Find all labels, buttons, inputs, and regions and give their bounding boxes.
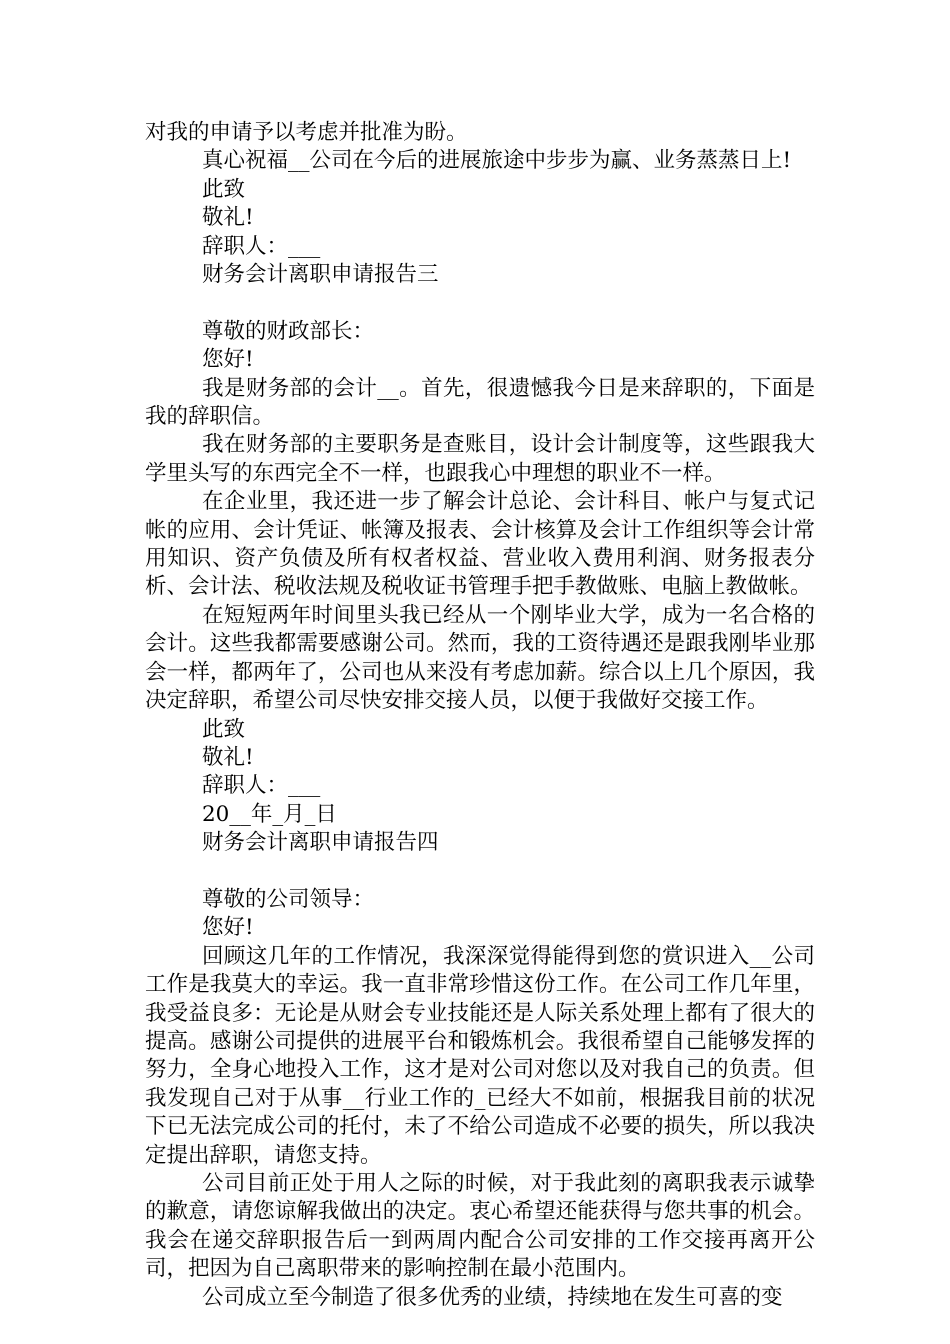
greeting: 您好!: [202, 347, 254, 373]
salutation-jingli: 敬礼!: [202, 205, 254, 231]
salutation-jingli: 敬礼!: [202, 744, 254, 770]
date-line: 20__年_月_日: [202, 801, 337, 827]
section-title: 财务会计离职申请报告三: [202, 262, 439, 288]
paragraph: 我在财务部的主要职务是查账目，设计会计制度等，这些跟我大学里头写的东西完全不一样，也跟我心中理想的职业不一样。: [145, 432, 815, 486]
addressee: 尊敬的财政部长：: [202, 318, 375, 344]
paragraph: 对我的申请予以考虑并批准为盼。: [145, 120, 468, 145]
paragraph: 回顾这几年的工作情况，我深深觉得能得到您的赏识进入__公司工作是我莫大的幸运。我一直非常珍惜这份工作。在公司工作几年里，我受益良多：无论是从财会专业技能还是人际关系处理上都有了很大的提高。感谢公司提供的进展平台和锻炼机会。我很希望自己能够发挥的努力，全身心地投入工作，这才是对公司对您以及对我自己的负责。但我发现自己对于从事__行业工作的_已经大不如前，根据我目前的状况下已无法完成公司的托付，未了不给公司造成不必要的损失，所以我决定提出辞职，请您支持。: [145, 943, 815, 1168]
section-title: 财务会计离职申请报告四: [202, 830, 439, 856]
blank-line: [145, 858, 815, 886]
paragraph: 我是财务部的会计__。首先，很遗憾我今日是来辞职的，下面是我的辞职信。: [145, 375, 815, 430]
addressee: 尊敬的公司领导：: [202, 886, 375, 912]
paragraph: 公司成立至今制造了很多优秀的业绩，持续地在发生可喜的变: [202, 1284, 783, 1310]
paragraph: 公司目前正处于用人之际的时候，对于我此刻的离职我表示诚挚的歉意，请您谅解我做出的决定。衷心希望还能获得与您共事的机会。我会在递交辞职报告后一到两周内配合公司安排的工作交接再离开公司，把因为自己离职带来的影响控制在最小范围内。: [145, 1171, 815, 1282]
blank-line: [145, 289, 815, 317]
salutation-cizhi: 此致: [202, 176, 246, 202]
paragraph: 在企业里，我还进一步了解会计总论、会计科目、帐户与复式记帐的应用、会计凭证、帐簿及报表、会计核算及会计工作组织等会计常用知识、资产负债及所有权者权益、营业收入费用利润、财务报表分析、会计法、税收法规及税收证书管理手把手教做账、电脑上教做帐。: [145, 489, 815, 600]
greeting: 您好!: [202, 915, 254, 941]
closing-wish: 真心祝福__公司在今后的进展旅途中步步为赢、业务蒸蒸日上!: [202, 148, 792, 174]
paragraph: 在短短两年时间里头我已经从一个刚毕业大学，成为一名合格的会计。这些我都需要感谢公司。然而，我的工资待遇还是跟我刚毕业那会一样，都两年了，公司也从来没有考虑加薪。综合以上几个原因，我决定辞职，希望公司尽快安排交接人员，以便于我做好交接工作。: [145, 602, 815, 714]
signature-line: 辞职人：___: [202, 233, 321, 259]
signature-line: 辞职人：___: [202, 773, 321, 799]
document-body: [145, 119, 815, 1312]
salutation-cizhi: 此致: [202, 716, 246, 742]
